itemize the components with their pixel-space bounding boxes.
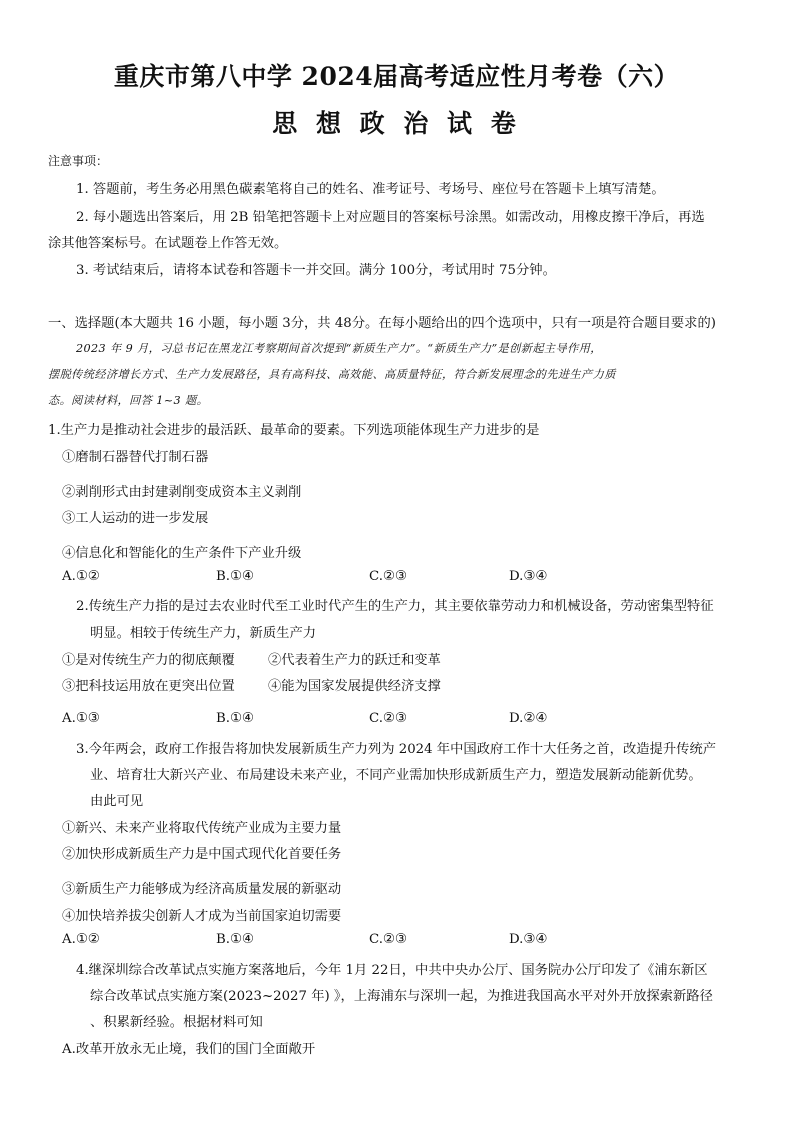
q1-choice-b[interactable]: B.①④ (216, 569, 254, 584)
q2-stem-2: 明显。相较于传统生产力，新质生产力 (90, 626, 317, 641)
q3-item-2: ②加快形成新质生产力是中国式现代化首要任务 (62, 847, 342, 862)
q4-stem-1: 4.继深圳综合改革试点实施方案落地后，今年 1月 22日，中共中央办公厅、国务院办公厅印发了《浦东新区 (76, 963, 708, 978)
page-subtitle: 思 想 政 治 试 卷 (272, 109, 521, 138)
q2-choice-c[interactable]: C.②③ (369, 711, 407, 726)
q2-choice-b[interactable]: B.①④ (216, 711, 254, 726)
q3-stem-1: 3.今年两会，政府工作报告将加快发展新质生产力列为 2024 年中国政府工作十大任务之首，改造提升传统产 (76, 742, 717, 757)
material-line-3: 态。阅读材料，回答 1~3 题。 (48, 394, 209, 407)
note-item-3: 3. 考试结束后，请将本试卷和答题卡一并交回。满分 100分，考试用时 75分钟。 (76, 263, 556, 278)
q3-item-4: ④加快培养拔尖创新人才成为当前国家迫切需要 (62, 909, 342, 924)
q2-item-2: ②代表着生产力的跃迁和变革 (268, 653, 441, 668)
note-item-1: 1. 答题前，考生务必用黑色碳素笔将自己的姓名、准考证号、考场号、座位号在答题卡上填写清楚。 (76, 182, 665, 197)
note-item-2-cont: 涂其他答案标号。在试题卷上作答无效。 (48, 236, 288, 251)
q2-choice-d[interactable]: D.②④ (509, 711, 548, 726)
q3-choice-c[interactable]: C.②③ (369, 932, 407, 947)
q3-choice-a[interactable]: A.①② (62, 932, 100, 947)
q4-stem-3: 、积累新经验。根据材料可知 (90, 1015, 263, 1030)
q1-item-2: ②剥削形式由封建剥削变成资本主义剥削 (62, 485, 302, 500)
material-line-2: 摆脱传统经济增长方式、生产力发展路径，具有高科技、高效能、高质量特征，符合新发展理念的先进生产力质 (48, 368, 616, 381)
q2-item-1: ①是对传统生产力的彻底颠覆 (62, 653, 235, 668)
q2-item-3: ③把科技运用放在更突出位置 (62, 679, 235, 694)
q3-item-1: ①新兴、未来产业将取代传统产业成为主要力量 (62, 821, 342, 836)
q3-choice-b[interactable]: B.①④ (216, 932, 254, 947)
q3-choice-d[interactable]: D.③④ (509, 932, 548, 947)
q4-choice-a[interactable]: A.改革开放永无止境，我们的国门全面敞开 (62, 1042, 316, 1057)
q1-choice-c[interactable]: C.②③ (369, 569, 407, 584)
q4-stem-2: 综合改革试点实施方案(2023~2027 年) 》，上海浦东与深圳一起，为推进我国高水平对外开放探索新路径 (90, 989, 713, 1004)
q2-item-4: ④能为国家发展提供经济支撑 (268, 679, 441, 694)
q1-item-1: ①磨制石器替代打制石器 (62, 450, 209, 465)
q1-choice-a[interactable]: A.①② (62, 569, 100, 584)
q1-item-4: ④信息化和智能化的生产条件下产业升级 (62, 546, 302, 561)
q2-choice-a[interactable]: A.①③ (62, 711, 100, 726)
q1-choice-d[interactable]: D.③④ (509, 569, 548, 584)
q2-stem-1: 2.传统生产力指的是过去农业时代至工业时代产生的生产力，其主要依靠劳动力和机械设备，劳动密集型特征 (76, 599, 714, 614)
q1-item-3: ③工人运动的进一步发展 (62, 511, 209, 526)
section-heading: 一、选择题(本大题共 16 小题，每小题 3分，共 48分。在每小题给出的四个选项中，只有一项是符合题目要求的) (48, 316, 716, 331)
page-title: 重庆市第八中学 2024届高考适应性月考卷（六） (113, 62, 680, 91)
q3-item-3: ③新质生产力能够成为经济高质量发展的新驱动 (62, 882, 342, 897)
notes-heading: 注意事项： (48, 154, 109, 168)
material-line-1: 2023 年 9 月，习总书记在黑龙江考察期间首次提到“新质生产力”。“新质生产力”是创新起主导作用， (76, 342, 602, 355)
note-item-2: 2. 每小题选出答案后，用 2B 铅笔把答题卡上对应题目的答案标号涂黑。如需改动，用橡皮擦干净后，再选 (76, 210, 705, 225)
q1-stem: 1.生产力是推动社会进步的最活跃、最革命的要素。下列选项能体现生产力进步的是 (48, 423, 540, 438)
q3-stem-2: 业、培育壮大新兴产业、布局建设未来产业，不同产业需加快形成新质生产力，塑造发展新动能新优势。 (90, 768, 702, 783)
q3-stem-3: 由此可见 (90, 794, 144, 809)
